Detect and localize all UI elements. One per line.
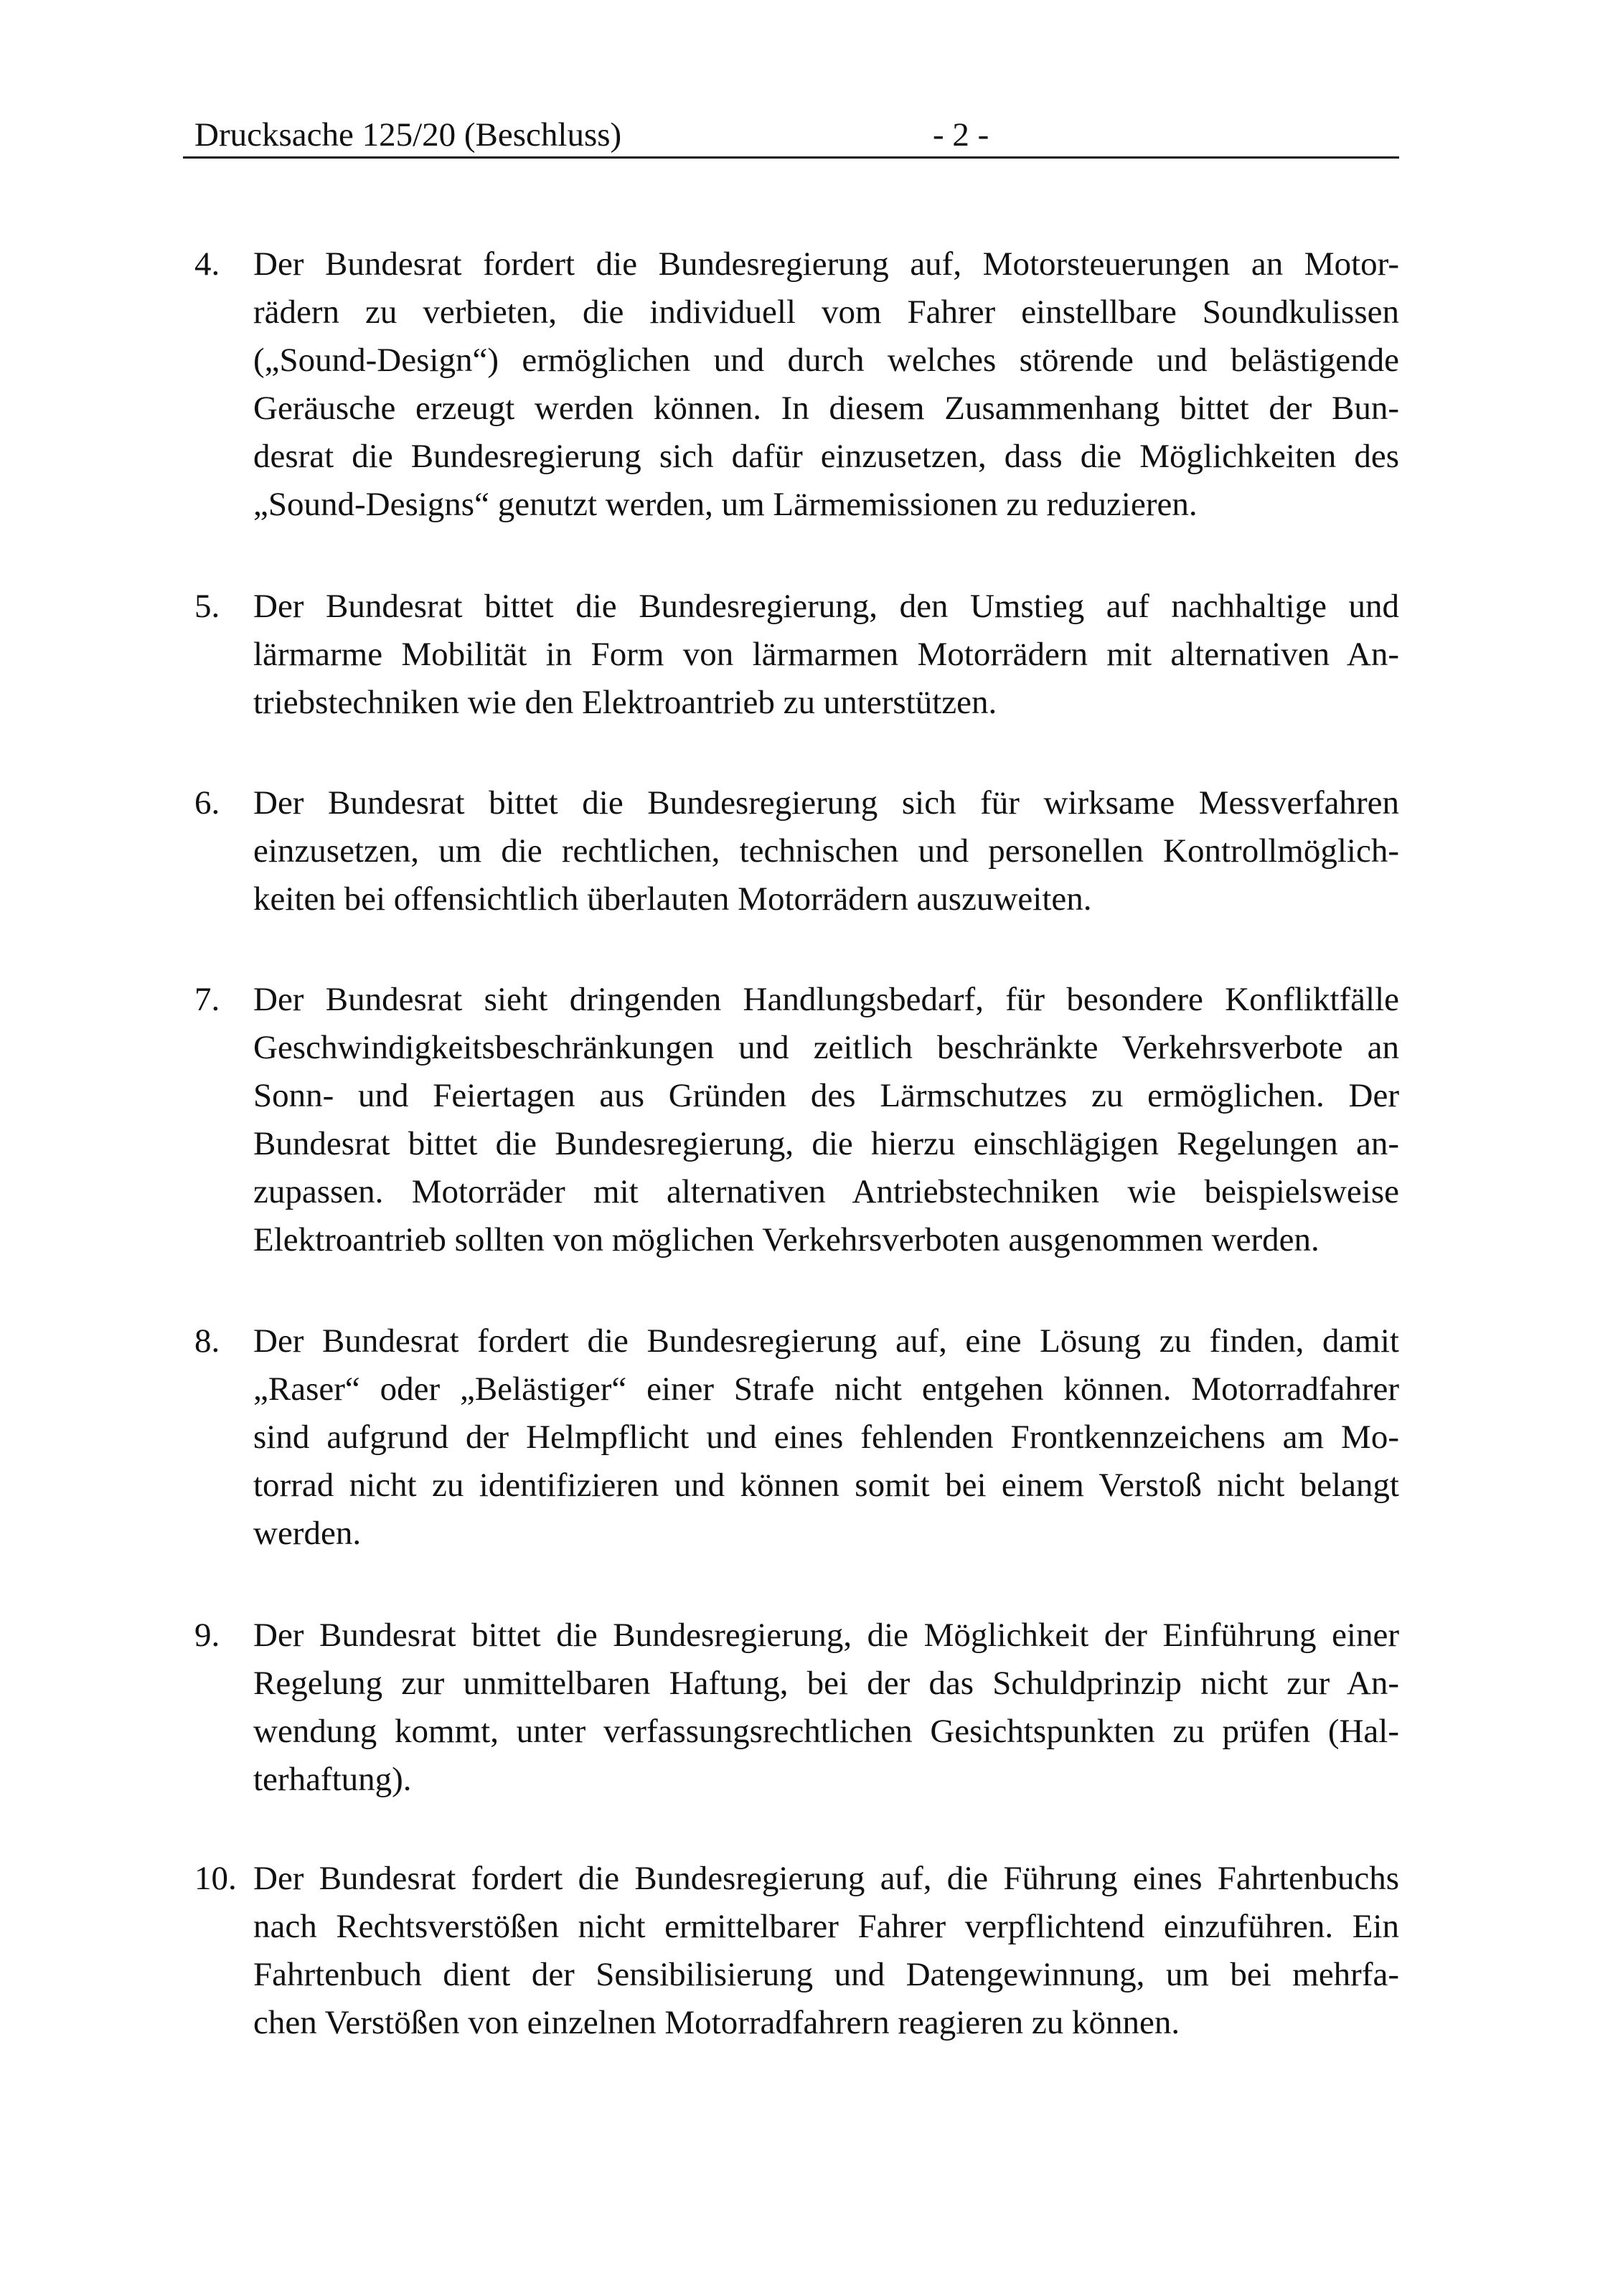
text-line: rädern zu verbieten, die individuell vom Fahrer einstellbare Soundkulissen [253,293,1399,331]
text-line: Der Bundesrat sieht dringenden Handlungsbedarf, für besondere Konfliktfälle [253,981,1399,1018]
item-number: 9. [194,1617,220,1654]
item-number: 5. [194,588,220,625]
text-line: Elektroantrieb sollten von möglichen Verkehrsverboten ausgenommen werden. [253,1221,1319,1258]
text-line: triebstechniken wie den Elektroantrieb zu unterstützen. [253,684,997,721]
document-reference: Drucksache 125/20 (Beschluss) [194,116,622,154]
item-number: 10. [194,1860,237,1897]
text-line: „Sound-Designs“ genutzt werden, um Lärmemissionen zu reduzieren. [253,486,1198,523]
text-line: Der Bundesrat bittet die Bundesregierung sich für wirksame Messverfahren [253,784,1399,822]
item-number: 8. [194,1322,220,1360]
text-line: „Raser“ oder „Belästiger“ einer Strafe nicht entgehen können. Motorradfahrer [253,1370,1399,1408]
text-line: wendung kommt, unter verfassungsrechtlichen Gesichtspunkten zu prüfen (Hal- [253,1713,1399,1750]
text-line: Der Bundesrat fordert die Bundesregierung auf, die Führung eines Fahrtenbuchs [253,1860,1399,1897]
text-line: chen Verstößen von einzelnen Motorradfahrern reagieren zu können. [253,2004,1180,2041]
text-line: einzusetzen, um die rechtlichen, technischen und personellen Kontrollmöglich- [253,832,1399,870]
item-text [253,583,1399,727]
text-line: Fahrtenbuch dient der Sensibilisierung und Datengewinnung, um bei mehrfa- [253,1956,1399,1993]
text-line: Der Bundesrat fordert die Bundesregierung auf, Motorsteuerungen an Motor- [253,245,1399,283]
page-header [183,113,1399,159]
text-line: Bundesrat bittet die Bundesregierung, die hierzu einschlägigen Regelungen an- [253,1125,1399,1162]
text-line: keiten bei offensichtlich überlauten Motorrädern auszuweiten. [253,880,1092,918]
text-line: Der Bundesrat bittet die Bundesregierung, den Umstieg auf nachhaltige und [253,588,1399,625]
item-number: 4. [194,245,220,283]
text-line: lärmarme Mobilität in Form von lärmarmen Motorrädern mit alternativen An- [253,636,1399,673]
text-line: torrad nicht zu identifizieren und können somit bei einem Verstoß nicht belangt [253,1467,1399,1504]
item-text [253,240,1399,529]
item-number: 6. [194,784,220,822]
text-line: Regelung zur unmittelbaren Haftung, bei der das Schuldprinzip nicht zur An- [253,1665,1399,1702]
text-line: desrat die Bundesregierung sich dafür einzusetzen, dass die Möglichkeiten des [253,438,1399,475]
item-text [253,1317,1399,1558]
text-line: Der Bundesrat bittet die Bundesregierung, die Möglichkeit der Einführung einer [253,1617,1399,1654]
text-line: Geschwindigkeitsbeschränkungen und zeitlich beschränkte Verkehrsverbote an [253,1029,1399,1066]
item-text [253,976,1399,1264]
text-line: werden. [253,1515,362,1552]
item-number: 7. [194,981,220,1018]
text-line: Geräusche erzeugt werden können. In diesem Zusammenhang bittet der Bun- [253,390,1399,427]
item-text [253,779,1399,923]
text-line: zupassen. Motorräder mit alternativen Antriebstechniken wie beispielsweise [253,1173,1399,1210]
item-text [253,1612,1399,1804]
text-line: sind aufgrund der Helmpflicht und eines fehlenden Frontkennzeichens am Mo- [253,1418,1399,1456]
text-line: terhaftung). [253,1761,412,1798]
page-number: - 2 - [933,116,989,154]
text-line: („Sound-Design“) ermöglichen und durch welches störende und belästigende [253,342,1399,379]
text-line: Sonn- und Feiertagen aus Gründen des Lärmschutzes zu ermöglichen. Der [253,1077,1399,1114]
text-line: nach Rechtsverstößen nicht ermittelbarer Fahrer verpflichtend einzuführen. Ein [253,1908,1399,1945]
text-line: Der Bundesrat fordert die Bundesregierung auf, eine Lösung zu finden, damit [253,1322,1399,1360]
item-text [253,1855,1399,2047]
